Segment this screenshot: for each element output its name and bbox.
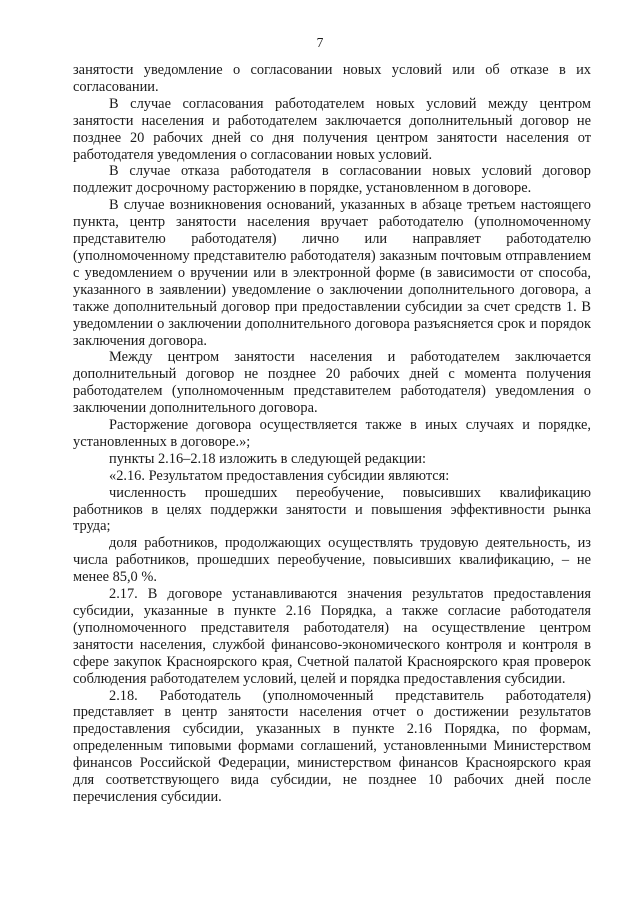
paragraph: занятости уведомление о согласовании новых условий или об отказе в их согласовании. — [73, 62, 591, 95]
paragraph: Между центром занятости населения и работодателем заключается дополнительный договор не позднее 20 рабочих дней с момента получения работодателем (уполномоченным представителем работодателя) уведомления о заключении дополнительного договора. — [73, 349, 591, 417]
body-text — [73, 62, 591, 806]
paragraph: В случае возникновения оснований, указанных в абзаце третьем настоящего пункта, центр занятости населения вручает работодателю (уполномоченному представителю работодателя) лично или направляет работодателю (уполномоченному представителю работодателя) заказным почтовым отправлением с уведомлением о вручении или в электронной форме (в зависимости от способа, указанного в заявлении) уведомление о заключении дополнительного договора, а также дополнительный договор при предоставлении субсидии за счет средств 1. В уведомлении о заключении дополнительного договора разъясняется срок и порядок заключения договора. — [73, 197, 591, 349]
paragraph: В случае согласования работодателем новых условий между центром занятости населения и работодателем заключается дополнительный договор не позднее 20 рабочих дней со дня получения центром занятости населения от работодателя уведомления о согласовании новых условий. — [73, 95, 591, 163]
paragraph: 2.17. В договоре устанавливаются значения результатов предоставления субсидии, указанные в пункте 2.16 Порядка, а также согласие работодателя (уполномоченного представителя работодателя) на осуществление центром занятости населения, службой финансово-экономического контроля и контроля в сфере закупок Красноярского края, Счетной палатой Красноярского края проверок соблюдения работодателем условий, целей и порядка предоставления субсидии. — [73, 586, 591, 687]
paragraph: пункты 2.16–2.18 изложить в следующей редакции: — [109, 450, 427, 467]
paragraph: доля работников, продолжающих осуществлять трудовую деятельность, из числа работников, прошедших переобучение, повысивших квалификацию, – не менее 85,0 %. — [73, 535, 591, 586]
paragraph: «2.16. Результатом предоставления субсидии являются: — [109, 467, 450, 484]
paragraph: В случае отказа работодателя в согласовании новых условий договор подлежит досрочному расторжению в порядке, установленном в договоре. — [73, 163, 591, 197]
paragraph: численность прошедших переобучение, повысивших квалификацию работников в целях поддержки занятости и повышения эффективности рынка труда; — [73, 484, 591, 535]
paragraph: 2.18. Работодатель (уполномоченный представитель работодателя) представляет в центр занятости населения отчет о достижении результатов предоставления субсидии, указанных в пункте 2.16 Порядка, по формам, определенным типовыми формами соглашений, установленными Министерством финансов Российской Федерации, министерством финансов Красноярского края для соответствующего вида субсидии, не позднее 10 рабочих дней после перечисления субсидии. — [73, 687, 591, 805]
page-number: 7 — [316, 35, 324, 50]
paragraph: Расторжение договора осуществляется также в иных случаях и порядке, установленных в договоре.»; — [73, 417, 591, 450]
